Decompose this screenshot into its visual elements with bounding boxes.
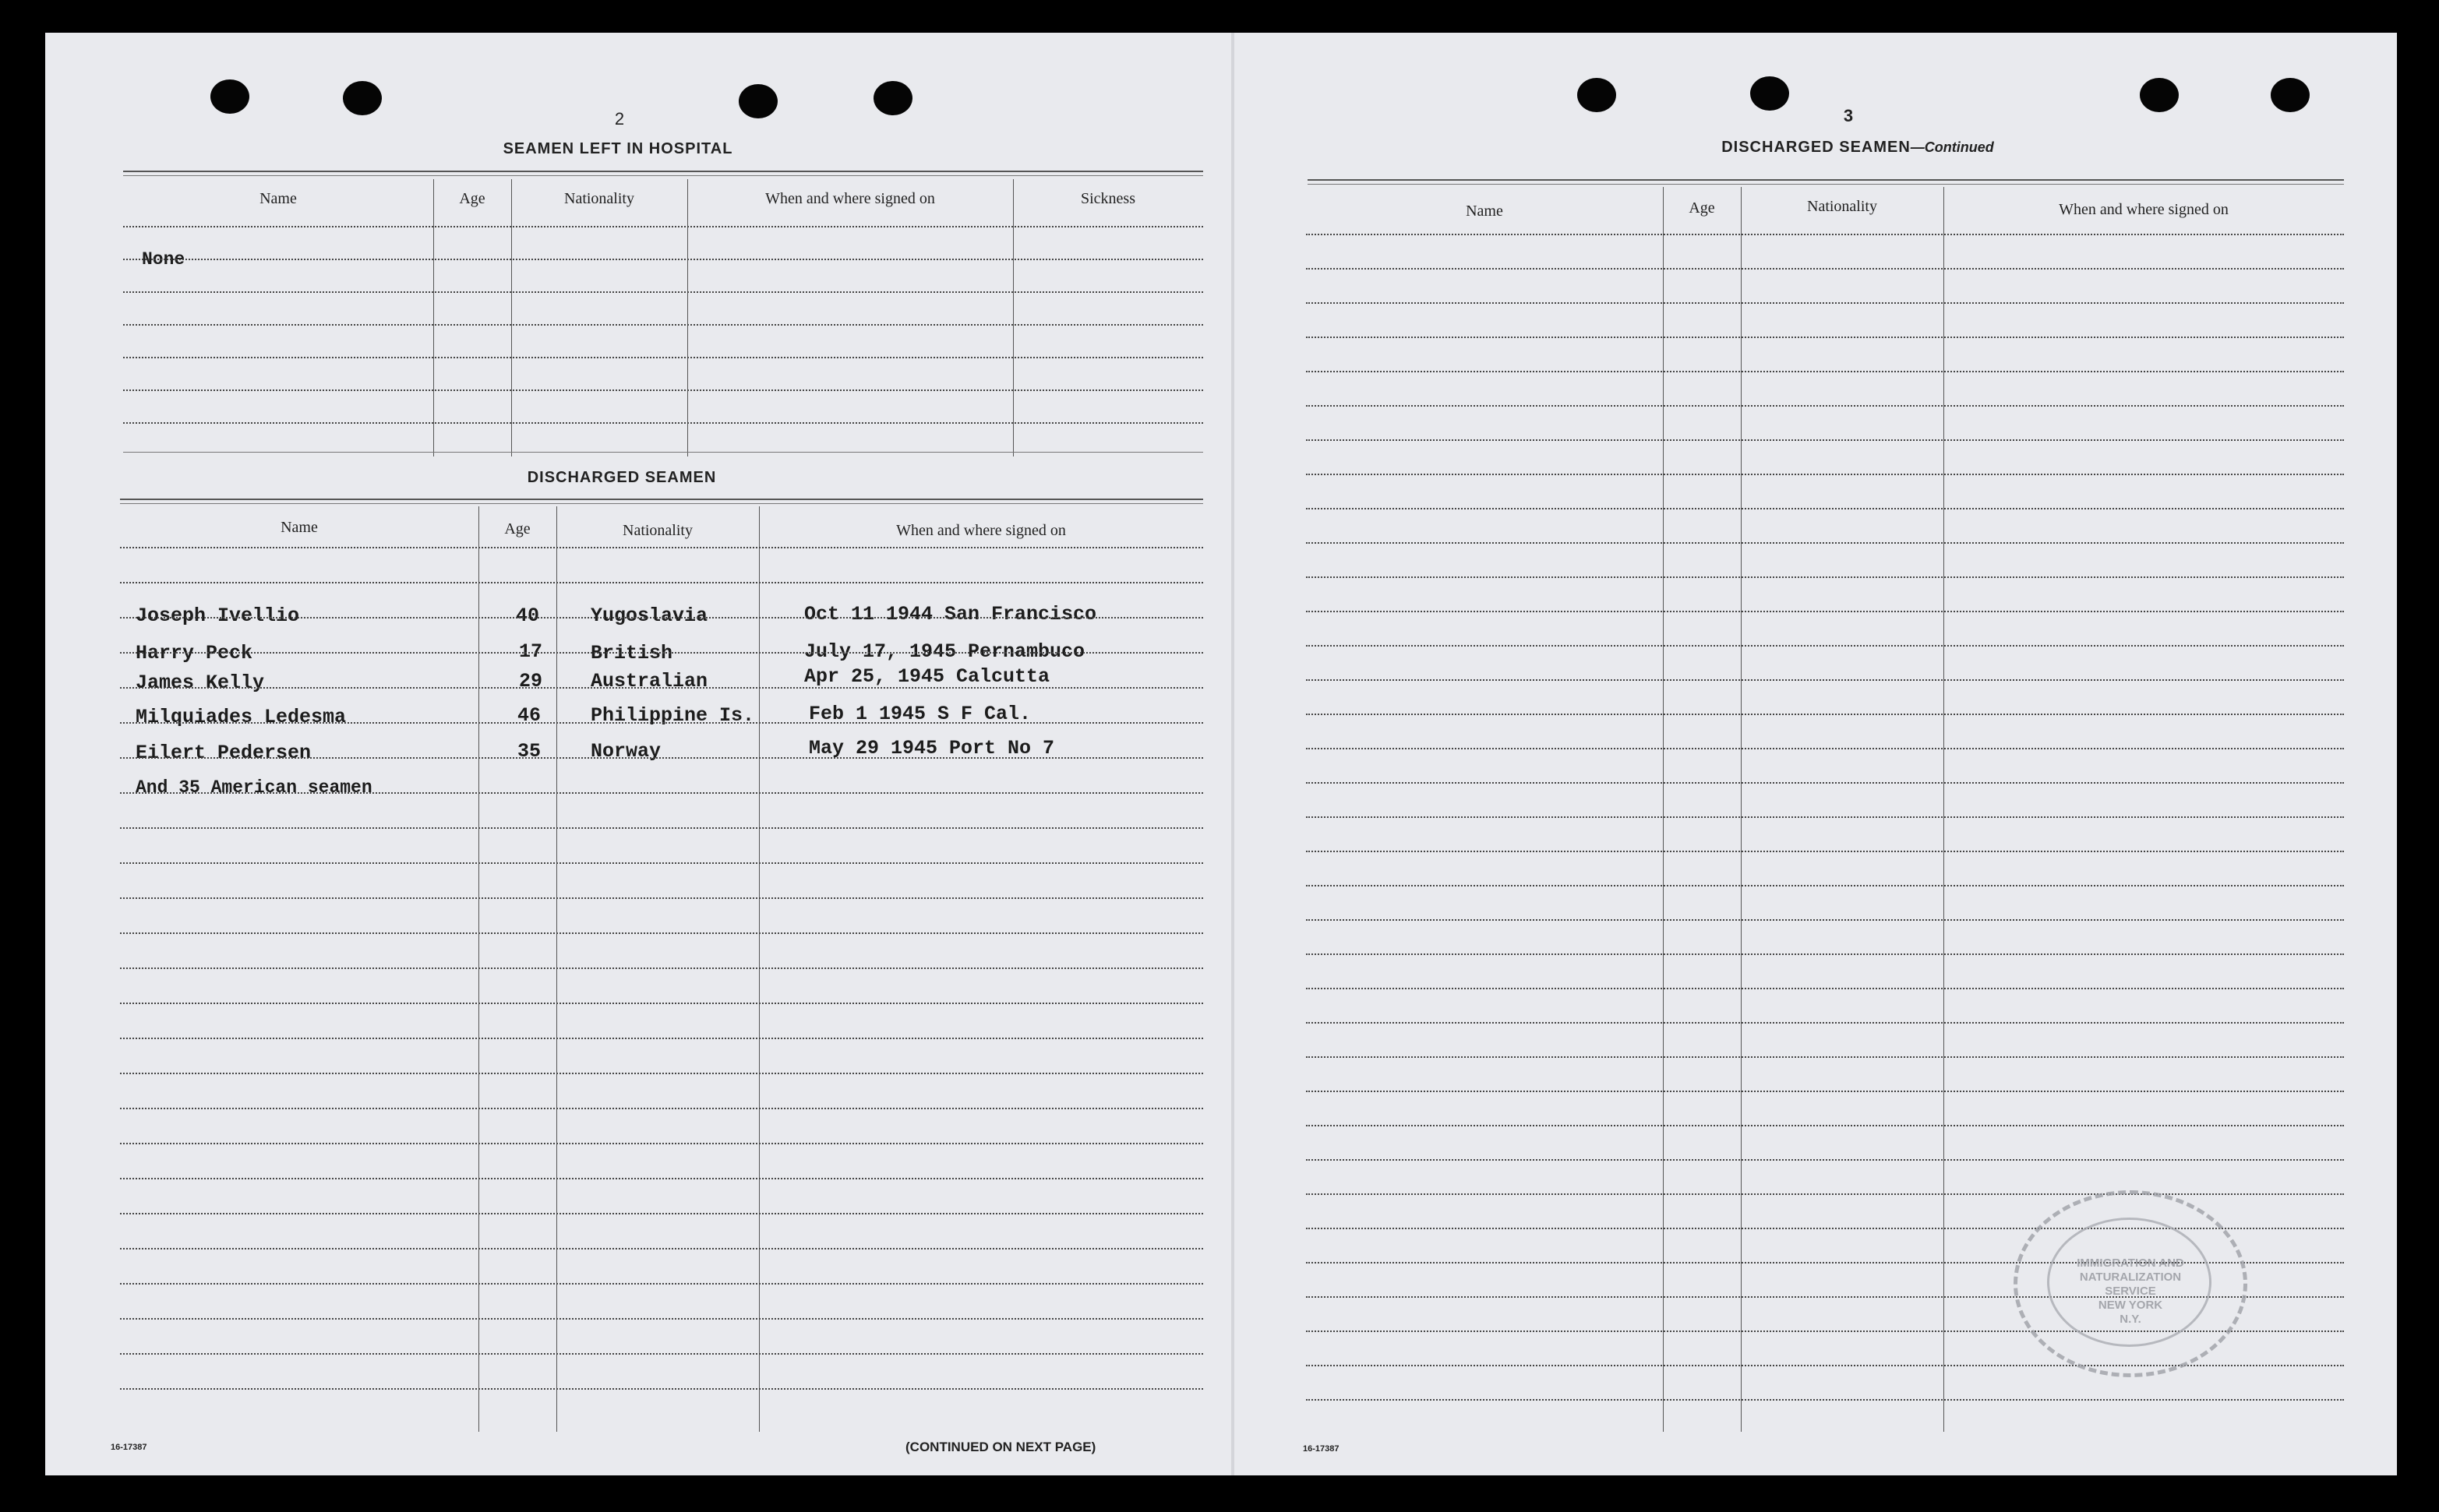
stamp-line: N.Y. [2120, 1313, 2141, 1326]
hospital-entry: None [142, 249, 185, 270]
ruled-line [1306, 1125, 2344, 1126]
column-header-age: Age [1689, 199, 1715, 217]
seaman-signed-on: July 17, 1945 Pernambuco [804, 640, 1085, 663]
stamp-line: NATURALIZATION [2079, 1271, 2182, 1284]
ruled-line [120, 1388, 1203, 1390]
seaman-nationality: Yugoslavia [591, 604, 708, 627]
discharged-table [120, 506, 1203, 1432]
page-number: 2 [614, 109, 625, 129]
stamp-line: IMMIGRATION AND [2077, 1256, 2184, 1270]
seaman-age: 17 [519, 640, 543, 663]
ruled-line [1306, 234, 2344, 235]
ruled-line [120, 1248, 1203, 1249]
ruled-line [120, 617, 1203, 619]
seaman-age: 35 [517, 740, 542, 763]
stamp-line: SERVICE [2105, 1285, 2156, 1298]
column-divider [759, 506, 760, 1432]
column-divider [433, 179, 434, 456]
stamp-text [2017, 1256, 2243, 1327]
seaman-signed-on: Feb 1 1945 S F Cal. [809, 703, 1032, 725]
seaman-nationality: Australian [591, 670, 708, 693]
right-page [1234, 33, 2397, 1475]
column-divider [1741, 187, 1742, 1432]
ruled-line [120, 1003, 1203, 1004]
column-divider [687, 179, 688, 456]
column-divider [478, 506, 479, 1432]
ruled-line [1306, 371, 2344, 372]
ruled-line [123, 389, 1203, 391]
ruled-line [1306, 748, 2344, 749]
ruled-line [1306, 919, 2344, 921]
ruled-line [1306, 542, 2344, 544]
divider [123, 175, 1203, 176]
divider [1308, 179, 2344, 181]
discharged-section-title: DISCHARGED SEAMEN [527, 469, 717, 486]
ruled-line [1306, 1365, 2344, 1366]
seaman-signed-on: May 29 1945 Port No 7 [809, 737, 1055, 760]
column-header-name: Name [259, 190, 297, 207]
ruled-line [120, 1283, 1203, 1285]
ruled-line [120, 687, 1203, 689]
column-header-name: Name [281, 519, 318, 536]
ruled-line [120, 792, 1203, 794]
column-header-nationality: Nationality [564, 190, 634, 207]
ruled-line [123, 422, 1203, 424]
continued-note: (CONTINUED ON NEXT PAGE) [905, 1440, 1096, 1454]
column-divider [511, 179, 512, 456]
divider [123, 452, 1203, 453]
seaman-name: Harry Peck [136, 642, 253, 664]
seaman-signed-on: Oct 11 1944 San Francisco [804, 603, 1097, 626]
ruled-line [1306, 714, 2344, 715]
ruled-line [1306, 302, 2344, 304]
ruled-line [120, 1178, 1203, 1179]
ruled-line [1306, 439, 2344, 441]
column-header-nationality: Nationality [623, 522, 693, 539]
seaman-name: James Kelly [136, 671, 265, 694]
ruled-line [1306, 1056, 2344, 1058]
ruled-line [120, 652, 1203, 654]
seaman-name: And 35 American seamen [136, 777, 372, 798]
ruled-line [1306, 1091, 2344, 1092]
seaman-nationality: British [591, 642, 673, 664]
discharged-continued-title [1640, 139, 2076, 157]
column-divider [1943, 187, 1944, 1432]
column-divider [1663, 187, 1664, 1432]
ruled-line [120, 967, 1203, 969]
ruled-line [1306, 953, 2344, 955]
ruled-line [123, 291, 1203, 293]
page-number: 3 [1843, 106, 1854, 125]
ruled-line [120, 582, 1203, 583]
column-header-age: Age [459, 190, 485, 207]
seaman-name: Eilert Pedersen [136, 742, 312, 764]
ruled-line [120, 1038, 1203, 1039]
column-header-signed-on: When and where signed on [765, 190, 935, 207]
seaman-age: 46 [517, 704, 542, 727]
ruled-line [1306, 885, 2344, 886]
column-header-sickness: Sickness [1081, 190, 1135, 207]
ruled-line [1306, 782, 2344, 784]
ruled-line [1306, 508, 2344, 509]
ruled-line [1306, 474, 2344, 475]
column-divider [1013, 179, 1014, 456]
ruled-line [120, 1108, 1203, 1109]
ruled-line [1306, 1193, 2344, 1195]
column-header-name: Name [1466, 203, 1503, 220]
ruled-line [1306, 816, 2344, 818]
title-suffix: —Continued [1910, 139, 1994, 155]
ruled-line [120, 1318, 1203, 1320]
seaman-nationality: Norway [591, 740, 662, 763]
ruled-line [1306, 645, 2344, 647]
ruled-line [120, 862, 1203, 864]
hospital-table [123, 179, 1203, 456]
ruled-line [123, 324, 1203, 326]
hospital-section-title: SEAMEN LEFT IN HOSPITAL [503, 140, 733, 157]
immigration-stamp [2014, 1190, 2247, 1377]
ruled-line [1306, 988, 2344, 989]
form-number: 16-17387 [1303, 1444, 1340, 1454]
ruled-line [1306, 1022, 2344, 1024]
ruled-line [123, 357, 1203, 358]
title-text: DISCHARGED SEAMEN [1721, 139, 1911, 156]
column-header-age: Age [504, 520, 531, 537]
ruled-line [123, 226, 1203, 227]
ruled-line [123, 259, 1203, 260]
divider [120, 499, 1203, 500]
seaman-nationality: Philippine Is. [591, 704, 755, 727]
divider [123, 171, 1203, 172]
ruled-line [1306, 405, 2344, 407]
ruled-line [1306, 268, 2344, 270]
seaman-name: Joseph Ivellio [136, 604, 300, 627]
ruled-line [120, 827, 1203, 829]
ruled-line [120, 1073, 1203, 1074]
left-page [45, 33, 1231, 1475]
ruled-line [120, 1353, 1203, 1355]
ruled-line [120, 1143, 1203, 1144]
ruled-line [1306, 1159, 2344, 1161]
ruled-line [1306, 1399, 2344, 1401]
form-number: 16-17387 [111, 1443, 147, 1452]
ruled-line [120, 1213, 1203, 1214]
ruled-line [120, 547, 1203, 548]
seaman-signed-on: Apr 25, 1945 Calcutta [804, 665, 1050, 688]
seaman-age: 40 [516, 604, 540, 627]
column-header-nationality: Nationality [1807, 198, 1877, 215]
ruled-line [120, 757, 1203, 759]
divider [120, 503, 1203, 504]
ruled-line [1306, 679, 2344, 681]
seaman-name: Milquiades Ledesma [136, 706, 347, 728]
column-header-signed-on: When and where signed on [2059, 201, 2229, 218]
ruled-line [1306, 337, 2344, 338]
ruled-line [120, 932, 1203, 934]
seaman-age: 29 [519, 670, 543, 693]
ruled-line [120, 897, 1203, 899]
column-divider [556, 506, 557, 1432]
divider [1308, 184, 2344, 185]
ruled-line [1306, 576, 2344, 578]
ruled-line [1306, 611, 2344, 612]
column-header-signed-on: When and where signed on [896, 522, 1066, 539]
document-sheet [45, 33, 2397, 1475]
ruled-line [120, 722, 1203, 724]
ruled-line [1306, 851, 2344, 852]
stamp-line: NEW YORK [2098, 1299, 2163, 1312]
